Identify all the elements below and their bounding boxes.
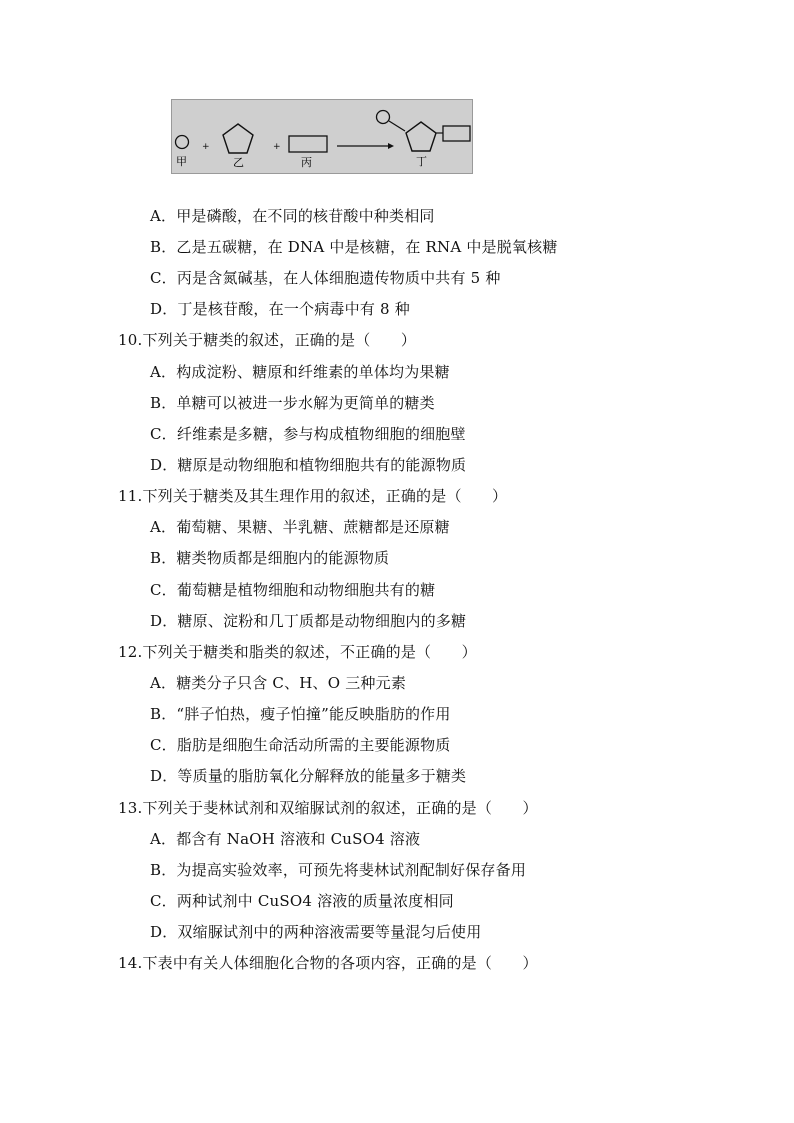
- q12-option-d: D．等质量的脂肪氧化分解释放的能量多于糖类: [150, 767, 467, 785]
- nucleotide-pentagon: [406, 122, 436, 151]
- q11-option-d: D．糖原、淀粉和几丁质都是动物细胞内的多糖: [150, 612, 467, 630]
- q11-option-a: A．葡萄糖、果糖、半乳糖、蔗糖都是还原糖: [150, 518, 450, 536]
- q10-option-c: C．纤维素是多糖，参与构成植物细胞的细胞壁: [150, 425, 466, 443]
- plus-sign-2: +: [273, 142, 281, 152]
- label-jia: 甲: [176, 155, 187, 168]
- q13-option-c: C．两种试剂中 CuSO4 溶液的质量浓度相同: [150, 892, 454, 910]
- q10-stem: 10.下列关于糖类的叙述，正确的是（ ）: [118, 331, 417, 349]
- q10-option-d: D．糖原是动物细胞和植物细胞共有的能源物质: [150, 456, 467, 474]
- plus-sign-1: +: [202, 142, 210, 152]
- q12-option-c: C．脂肪是细胞生命活动所需的主要能源物质: [150, 736, 451, 754]
- q13-stem: 13.下列关于斐林试剂和双缩脲试剂的叙述，正确的是（ ）: [118, 799, 538, 817]
- label-ding: 丁: [416, 155, 427, 168]
- nucleotide-base-rectangle: [443, 126, 470, 141]
- q9-option-b: B．乙是五碳糖，在 DNA 中是核糖，在 RNA 中是脱氧核糖: [150, 238, 558, 256]
- q11-stem: 11.下列关于糖类及其生理作用的叙述，正确的是（ ）: [118, 487, 508, 505]
- q13-option-a: A．都含有 NaOH 溶液和 CuSO4 溶液: [150, 830, 421, 848]
- nucleotide-diagram-drawing: [172, 100, 474, 175]
- arrow-head: [388, 143, 394, 149]
- q11-option-b: B．糖类物质都是细胞内的能源物质: [150, 549, 390, 567]
- nucleotide-phosphate-circle: [377, 111, 390, 124]
- q12-option-a: A．糖类分子只含 C、H、O 三种元素: [150, 674, 407, 692]
- q14-stem: 14.下表中有关人体细胞化合物的各项内容，正确的是（ ）: [118, 954, 538, 972]
- label-yi: 乙: [233, 156, 244, 169]
- q12-stem: 12.下列关于糖类和脂类的叙述，不正确的是（ ）: [118, 643, 477, 661]
- q9-option-a: A．甲是磷酸，在不同的核苷酸中种类相同: [150, 207, 435, 225]
- q11-option-c: C．葡萄糖是植物细胞和动物细胞共有的糖: [150, 581, 436, 599]
- nucleotide-diagram: [171, 99, 473, 174]
- phosphate-bond: [389, 121, 405, 131]
- pentose-pentagon: [223, 124, 253, 153]
- q13-option-d: D．双缩脲试剂中的两种溶液需要等量混匀后使用: [150, 923, 482, 941]
- label-bing: 丙: [301, 156, 312, 169]
- q10-option-b: B．单糖可以被进一步水解为更简单的糖类: [150, 394, 435, 412]
- q13-option-b: B．为提高实验效率，可预先将斐林试剂配制好保存备用: [150, 861, 527, 879]
- q9-option-c: C．丙是含氮碱基，在人体细胞遗传物质中共有 5 种: [150, 269, 501, 287]
- base-rectangle: [289, 136, 327, 152]
- q9-option-d: D．丁是核苷酸，在一个病毒中有 8 种: [150, 300, 410, 318]
- phosphate-circle: [176, 136, 189, 149]
- q10-option-a: A．构成淀粉、糖原和纤维素的单体均为果糖: [150, 363, 450, 381]
- q12-option-b: B．“胖子怕热，瘦子怕撞”能反映脂肪的作用: [150, 705, 451, 723]
